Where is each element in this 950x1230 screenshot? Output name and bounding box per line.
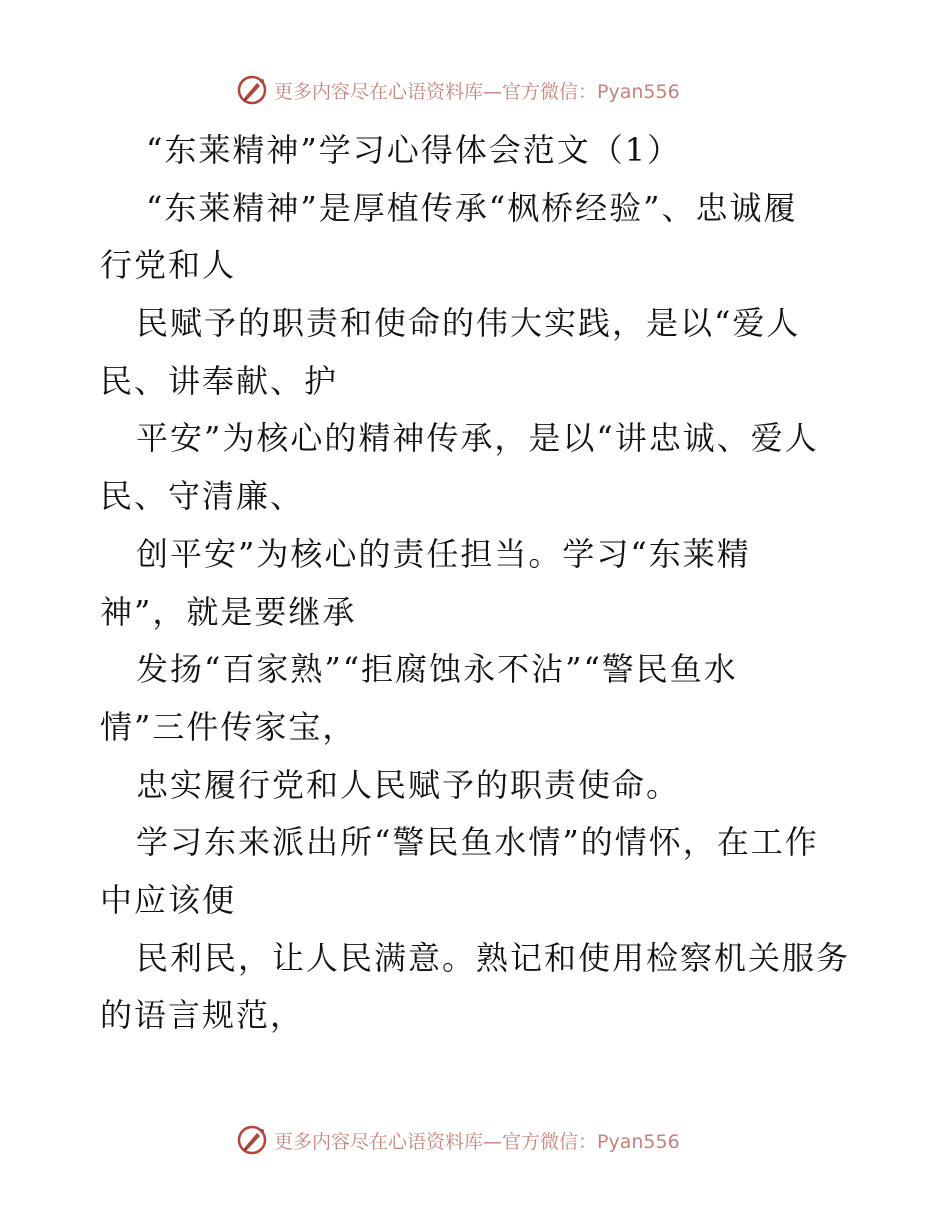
paragraph-line: 神”，就是要继承 xyxy=(100,592,357,631)
paragraph-line: 民利民，让人民满意。熟记和使用检察机关服务 xyxy=(136,938,851,977)
paragraph-line: 学习东来派出所“警民鱼水情”的情怀，在工作 xyxy=(136,823,819,862)
paragraph-line: 发扬“百家熟”“拒腐蚀永不沾”“警民鱼水 xyxy=(136,650,738,689)
paragraph-line: 民、讲奉献、护 xyxy=(100,361,339,400)
paragraph-line: 民赋予的职责和使命的伟大实践，是以“爱人 xyxy=(136,304,801,343)
header-banner xyxy=(236,72,756,108)
paragraph-line: 中应该便 xyxy=(100,880,237,919)
header-banner-text: 更多内容尽在心语资料库—官方微信：Pyan556 xyxy=(274,80,680,103)
footer-banner xyxy=(236,1122,756,1158)
paragraph-line: 行党和人 xyxy=(100,246,237,285)
document-title: “东莱精神”学习心得体会范文（1） xyxy=(146,131,682,169)
pen-logo-icon xyxy=(236,1124,268,1156)
paragraph-line: 情”三件传家宝， xyxy=(100,707,357,746)
paragraph-line: 的语言规范， xyxy=(100,996,305,1035)
footer-banner-text: 更多内容尽在心语资料库—官方微信：Pyan556 xyxy=(274,1130,680,1153)
paragraph-line: 创平安”为核心的责任担当。学习“东莱精 xyxy=(136,534,751,573)
paragraph-line: 忠实履行党和人民赋予的职责使命。 xyxy=(136,765,681,804)
paragraph-line: 平安”为核心的精神传承，是以“讲忠诚、爱人 xyxy=(136,419,819,458)
pen-logo-icon xyxy=(236,74,268,106)
document-body xyxy=(100,122,860,1045)
paragraph-line: “东莱精神”是厚植传承“枫桥经验”、忠诚履 xyxy=(146,188,798,227)
paragraph-line: 民、守清廉、 xyxy=(100,477,305,516)
